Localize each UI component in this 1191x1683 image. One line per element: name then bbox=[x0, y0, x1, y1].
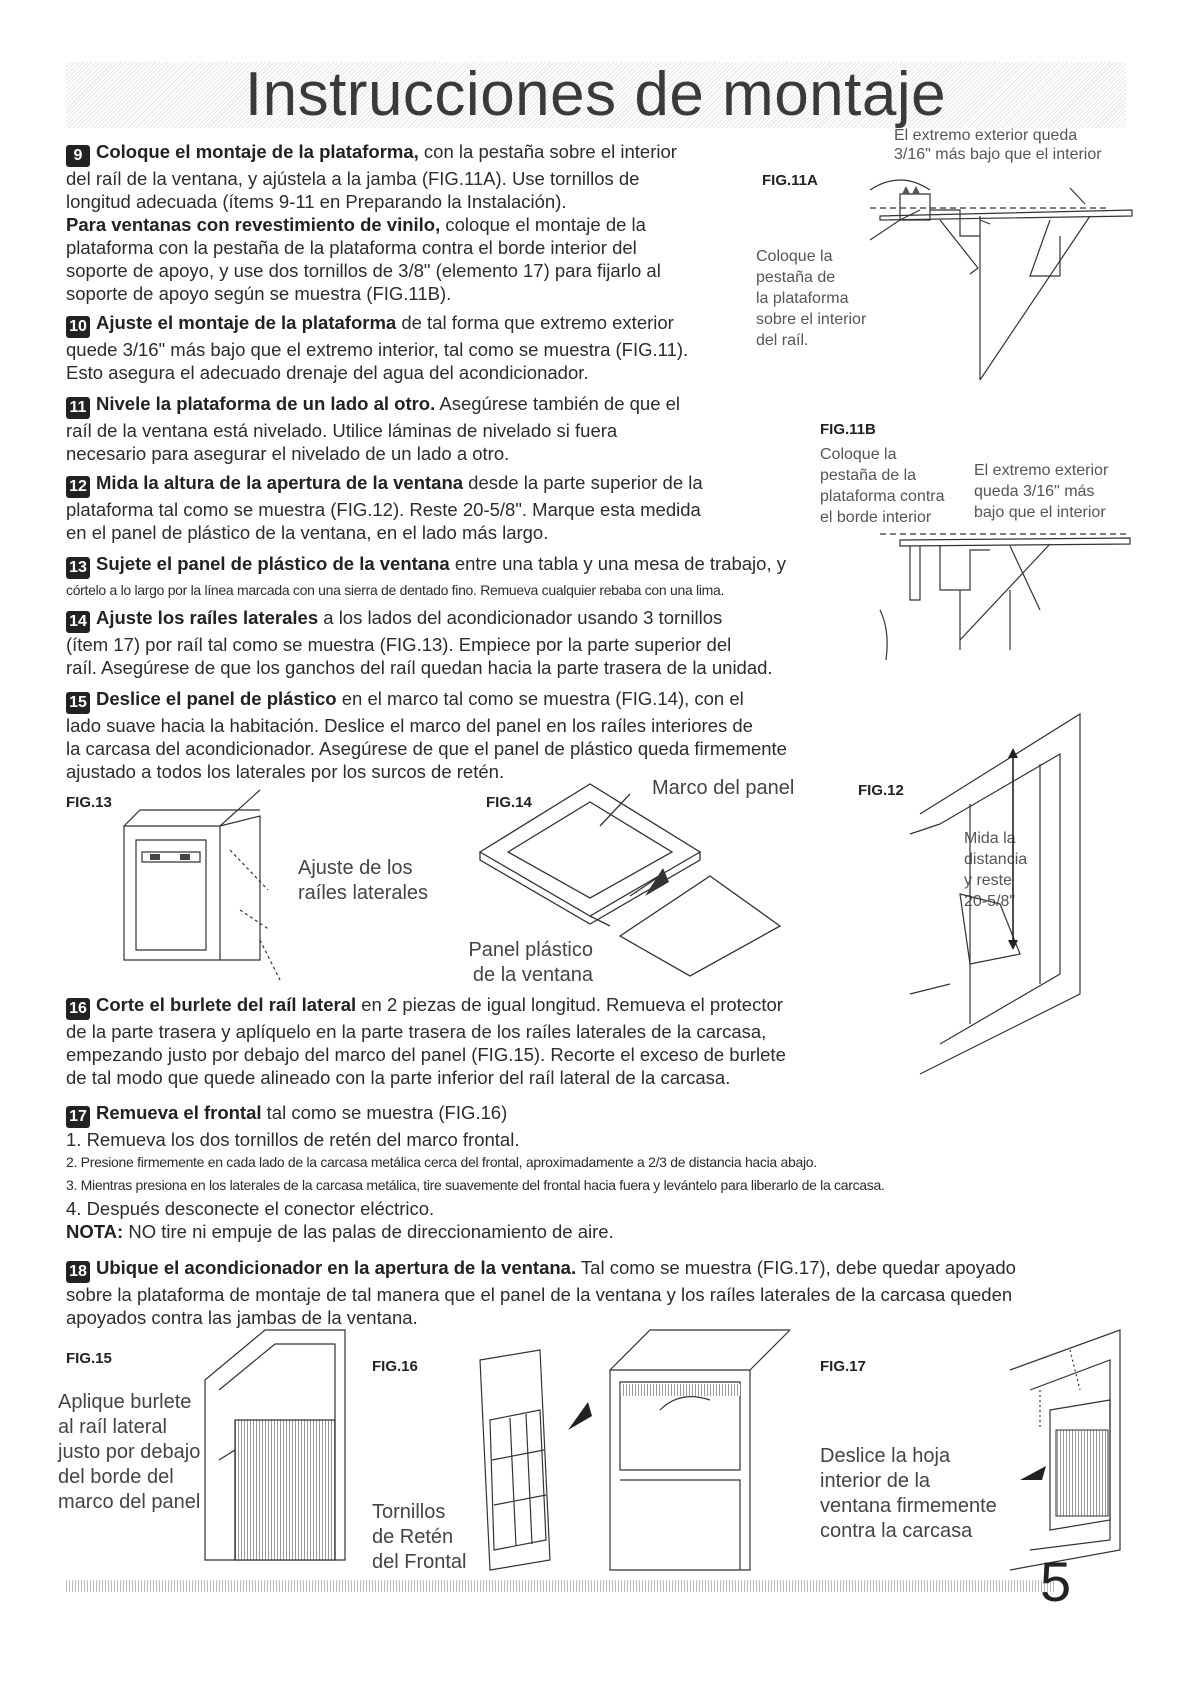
fig11a-label: FIG.11A bbox=[762, 172, 818, 189]
fig15-label: FIG.15 bbox=[66, 1350, 112, 1367]
step-number: 9 bbox=[66, 145, 90, 167]
step-18: 18 Ubique el acondicionador en la apertura de la ventana. Tal como se muestra (FIG.17), debe quedar apoyado sobre la plataforma de montaje de tal manera que el panel de la ventana y los raíles laterales de la carcasa queden apoyados contra las jambas de la ventana. bbox=[66, 1257, 1016, 1328]
step-number: 14 bbox=[66, 611, 90, 633]
fig16-caption: Tornillos de Retén del Frontal bbox=[372, 1501, 467, 1573]
step-12: 12 Mida la altura de la apertura de la ventana desde la parte superior de la plataforma tal como se muestra (FIG.12). Reste 20-5/8". Marque esta medida en el panel de plástico de la ventana, en el lado más largo. bbox=[66, 472, 703, 543]
fig13-caption: Ajuste de los raíles laterales bbox=[298, 857, 429, 904]
fig11b-note: El extremo exterior queda 3/16" más bajo que el interior bbox=[974, 462, 1109, 521]
fig15-caption: Aplique burlete al raíl lateral justo por debajo del borde del marco del panel bbox=[58, 1391, 201, 1513]
fig11a-note: El extremo exterior queda 3/16" más bajo que el interior bbox=[894, 127, 1102, 163]
page-title: Instrucciones de montaje bbox=[244, 60, 947, 129]
fig17-label: FIG.17 bbox=[820, 1358, 866, 1375]
fig16-label: FIG.16 bbox=[372, 1358, 418, 1375]
step-number: 10 bbox=[66, 316, 90, 338]
fig17-caption: Deslice la hoja interior de la ventana firmemente contra la carcasa bbox=[820, 1445, 997, 1542]
fig11a-drawing bbox=[860, 180, 1140, 400]
step-number: 16 bbox=[66, 998, 90, 1020]
step-13: 13 Sujete el panel de plástico de la ventana entre una tabla y una mesa de trabajo, y córtelo a lo largo por la línea marcada con una sierra de dentado fino. Remueva cualquier rebaba con una lima. bbox=[66, 553, 786, 598]
fig11b-drawing bbox=[880, 530, 1140, 670]
step-number: 17 bbox=[66, 1106, 90, 1128]
footer-bar bbox=[66, 1580, 1056, 1592]
step-9: 9 Coloque el montaje de la plataforma, con la pestaña sobre el interior del raíl de la ventana, y ajústela a la jamba (FIG.11A). Use tornillos de longitud adecuada (ítems 9-11 en Preparando la Instalación). Para ventanas con revestimiento de vinilo, coloque el montaje de la plataforma con la pestaña de la plataforma contra el borde interior del soporte de apoyo, y use dos tornillos de 3/8" (elemento 17) para fijarlo al soporte de apoyo según se muestra (FIG.11B). bbox=[66, 141, 677, 304]
page-number: 5 bbox=[1040, 1550, 1072, 1613]
fig16-drawing bbox=[470, 1330, 800, 1570]
step-15: 15 Deslice el panel de plástico en el marco tal como se muestra (FIG.14), con el lado suave hacia la habitación. Deslice el marco del panel en los raíles interiores de la carcasa del acondicionador. Asegúrese de que el panel de plástico queda firmemente ajustado a todos los laterales por los surcos de retén. bbox=[66, 688, 787, 782]
fig11b-caption: Coloque la pestaña de la plataforma contra el borde interior bbox=[820, 446, 945, 526]
step-14: 14 Ajuste los raíles laterales a los lados del acondicionador usando 3 tornillos (ítem 17) por raíl tal como se muestra (FIG.13). Empiece por la parte superior del raíl. Asegúrese de que los ganchos del raíl quedan hacia la parte trasera de la unidad. bbox=[66, 607, 773, 678]
step-11: 11 Nivele la plataforma de un lado al otro. Asegúrese también de que el raíl de la ventana está nivelado. Utilice láminas de nivelado si fuera necesario para asegurar el nivelado de un lado a otro. bbox=[66, 393, 681, 464]
fig13-drawing bbox=[110, 790, 290, 980]
fig13-label: FIG.13 bbox=[66, 794, 112, 811]
fig12-label: FIG.12 bbox=[858, 782, 904, 799]
fig15-drawing bbox=[205, 1330, 350, 1570]
fig12-caption: Mida la distancia y reste 20-5/8" bbox=[964, 830, 1028, 910]
fig14-frame-caption: Marco del panel bbox=[652, 777, 795, 799]
step-17: 17 Remueva el frontal tal como se muestra (FIG.16) 1. Remueva los dos tornillos de retén del marco frontal. 2. Presione firmemente en cada lado de la carcasa metálica cerca del frontal, aproximadamente a 2/3 de distancia hacia abajo. 3. Mientras presiona en los laterales de la carcasa metálica, tire suavemente del frontal hacia fuera y levántelo para liberarlo de la carcasa. 4. Después desconecte el conector eléctrico. NOTA: NO tire ni empuje de las palas de direccionamiento de aire. bbox=[66, 1102, 885, 1242]
step-number: 13 bbox=[66, 557, 90, 579]
fig14-label: FIG.14 bbox=[486, 794, 532, 811]
fig14-drawing bbox=[480, 776, 780, 976]
fig12-drawing bbox=[910, 694, 1130, 1074]
fig11b-label: FIG.11B bbox=[820, 421, 876, 438]
fig14-panel-caption: Panel plástico de la ventana bbox=[468, 939, 593, 986]
fig17-drawing bbox=[1000, 1330, 1130, 1570]
step-number: 11 bbox=[66, 397, 90, 419]
step-number: 12 bbox=[66, 476, 90, 498]
step-number: 18 bbox=[66, 1261, 90, 1283]
step-number: 15 bbox=[66, 692, 90, 714]
fig11a-caption: Coloque la pestaña de la plataforma sobre el interior del raíl. bbox=[756, 248, 867, 349]
step-10: 10 Ajuste el montaje de la plataforma de tal forma que extremo exterior quede 3/16" más bajo que el extremo interior, tal como se muestra (FIG.11). Esto asegura el adecuado drenaje del agua del acondicionador. bbox=[66, 312, 689, 383]
step-16: 16 Corte el burlete del raíl lateral en 2 piezas de igual longitud. Remueva el protector de la parte trasera y aplíquelo en la parte trasera de los raíles laterales de la carcasa, empezando justo por debajo del marco del panel (FIG.15). Recorte el exceso de burlete de tal modo que quede alineado con la parte inferior del raíl lateral de la carcasa. bbox=[66, 994, 786, 1088]
